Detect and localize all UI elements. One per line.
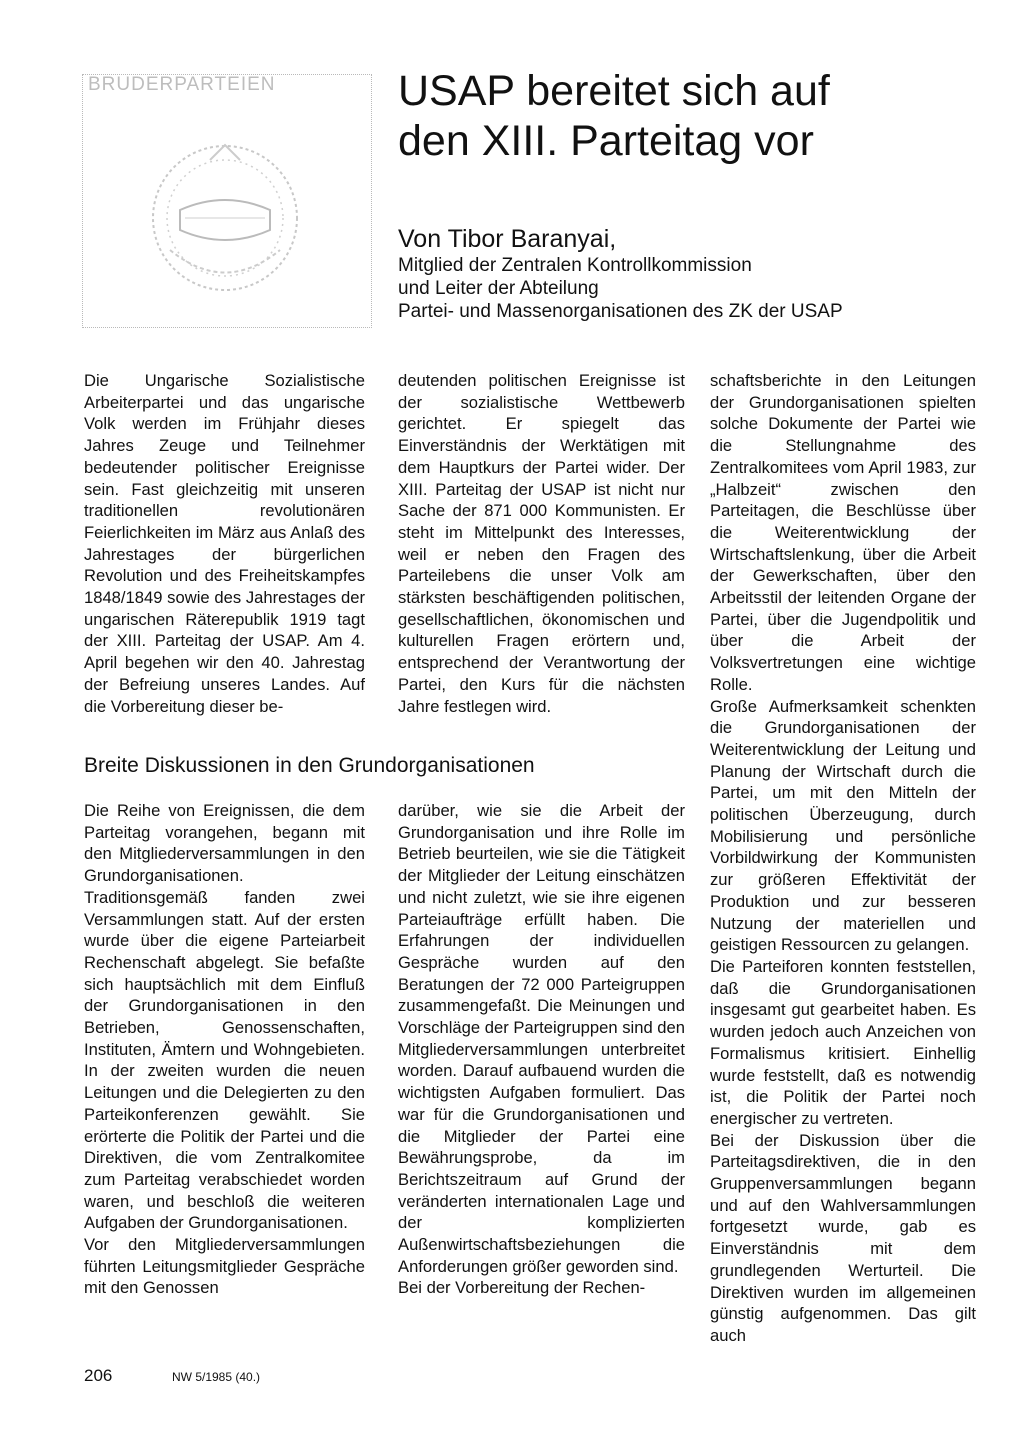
author-role-line-1: Mitglied der Zentralen Kontrollkommission <box>398 255 752 276</box>
paragraph: Vor den Mitgliederversammlungen führten Leitungsmitglieder Gespräche mit den Genossen <box>84 1235 365 1298</box>
author-role-line-2: und Leiter der Abteilung <box>398 278 599 299</box>
intro-column-1 <box>84 370 365 717</box>
headline-line-1: USAP bereitet sich auf <box>398 67 830 115</box>
intro-column-2 <box>398 370 685 717</box>
author-name: Von Tibor Baranyai, <box>398 225 617 253</box>
article-headline <box>398 66 998 166</box>
intro-paragraph-continued: deutenden politischen Ereignisse ist der sozialistische Wettbewerb gerichtet. Er spiegelt das Einverständnis der Werktätigen mit dem Hauptkurs der Partei wider. Der XIII. Parteitag der USAP ist nicht nur Sache der 871 000 Kommunisten. Er steht im Mittelpunkt des Interesses, weil er neben den Fragen des Parteilebens die unser Volk am stärksten beschäftigenden politischen, gesellschaftlichen, ökonomischen und kulturellen Fragen erörtern und, entsprechend der Verantwortung der Partei, den Kurs für die nächsten Jahre festlegen wird. <box>398 371 685 716</box>
author-role-line-3: Partei- und Massenorganisationen des ZK der USAP <box>398 301 843 322</box>
paragraph: darüber, wie sie die Arbeit der Grundorganisation und ihre Rolle im Betrieb beurteilen, wie sie die Tätigkeit der Mitglieder der Leitung einschätzen und nicht zuletzt, wie sie ihre eigenen Parteiaufträge erfüllt haben. Die Erfahrungen der individuellen Gespräche wurden auf den Beratungen der 72 000 Parteigruppen zusammengefaßt. Die Meinungen und Vorschläge der Parteigruppen sind den Mitgliederversammlungen unterbreitet worden. Darauf aufbauend wurden die wichtigsten Aufgaben formuliert. Das war für die Grundorganisationen und die Mitglieder der Partei eine Bewährungsprobe, da im Berichtszeitraum auf Grund der veränderten internationalen Lage und der komplizierten Außenwirtschaftsbeziehungen die Anforderungen größer geworden sind. <box>398 801 685 1276</box>
section-column-2 <box>398 800 685 1299</box>
paragraph: Große Aufmerksamkeit schenkten die Grundorganisationen der Weiterentwicklung der Leitung und Planung der Wirtschaft durch die Partei, um mit den Mitteln der politischen Überzeugung, durch Mobilisierung und persönliche Vorbildwirkung der Kommunisten zur größeren Effektivität der Produktion und zur besseren Nutzung der materiellen und geistigen Ressourcen zu gelangen. <box>710 696 976 955</box>
paragraph: Die Reihe von Ereignissen, die dem Parteitag vorangehen, begann mit den Mitgliederversammlungen in den Grundorganisationen. Traditionsgemäß fanden zwei Versammlungen statt. Auf der ersten wurde über die eigene Parteiarbeit Rechenschaft abgelegt. Sie befaßte sich hauptsächlich mit dem Einfluß der Grundorganisationen in den Betrieben, Genossenschaften, Instituten, Ämtern und Wohngebieten. In der zweiten wurden die neuen Leitungen und die Delegierten zu den Parteikonferenzen gewählt. Sie erörterte die Politik der Partei und die Direktiven, die vom Zentralkomitee zum Parteitag verabschiedet worden waren, und beschloß die weiteren Aufgaben der Grundorganisationen. <box>84 801 365 1233</box>
paragraph: schaftsberichte in den Leitungen der Grundorganisationen spielten solche Dokumente der Partei wie die Stellungnahme des Zentralkomitees vom April 1983, zur „Halbzeit“ zwischen den Parteitagen, die Beschlüsse über die Weiterentwicklung der Wirtschaftslenkung, über die Arbeit der Gewerkschaften, über den Arbeitsstil der leitenden Organe der Partei, über die Jugendpolitik und über die Arbeit der Volksvertretungen eine wichtige Rolle. <box>710 371 976 694</box>
headline-line-2: den XIII. Parteitag vor <box>398 117 814 165</box>
paragraph: Bei der Vorbereitung der Rechen- <box>398 1278 646 1298</box>
section-heading: Breite Diskussionen in den Grundorganisationen <box>84 754 535 777</box>
byline <box>398 224 988 323</box>
intro-paragraph: Die Ungarische Sozialistische Arbeiterpartei und das ungarische Volk werden im Frühjahr dieses Jahres Zeuge und Teilnehmer bedeutender politischer Ereignisse sein. Fast gleichzeitig mit unseren traditionellen revolutionären Feierlichkeiten im März aus Anlaß des Jahrestages der bürgerlichen Revolution und des Freiheitskampfes 1848/1849 sowie des Jahrestages der ungarischen Räterepublik 1919 tagt der XIII. Parteitag der USAP. Am 4. April begehen wir den 40. Jahrestag der Befreiung unseres Landes. Auf die Vorbereitung dieser be- <box>84 371 365 716</box>
section-column-3 <box>710 370 976 1347</box>
section-column-1 <box>84 800 365 1299</box>
journal-reference: NW 5/1985 (40.) <box>172 1370 261 1384</box>
paragraph: Bei der Diskussion über die Parteitagsdirektiven, die in den Gruppenversammlungen begann und auf den Wahlversammlungen fortgesetzt wurde, gab es Einverständnis mit dem grundlegenden Werturteil. Die Direktiven wurden im allgemeinen günstig aufgenommen. Das gilt auch <box>710 1130 976 1345</box>
rubric-label: BRUDERPARTEIEN <box>88 74 276 95</box>
party-emblem-icon <box>140 130 310 300</box>
page-number: 206 <box>84 1366 113 1385</box>
paragraph: Die Parteiforen konnten feststellen, daß die Grundorganisationen insgesamt gut gearbeitet haben. Es wurden jedoch auch Anzeichen von Formalismus kritisiert. Einhellig wurde feststellt, daß es notwendig ist, die Politik der Partei noch energischer zu vertreten. <box>710 956 976 1128</box>
